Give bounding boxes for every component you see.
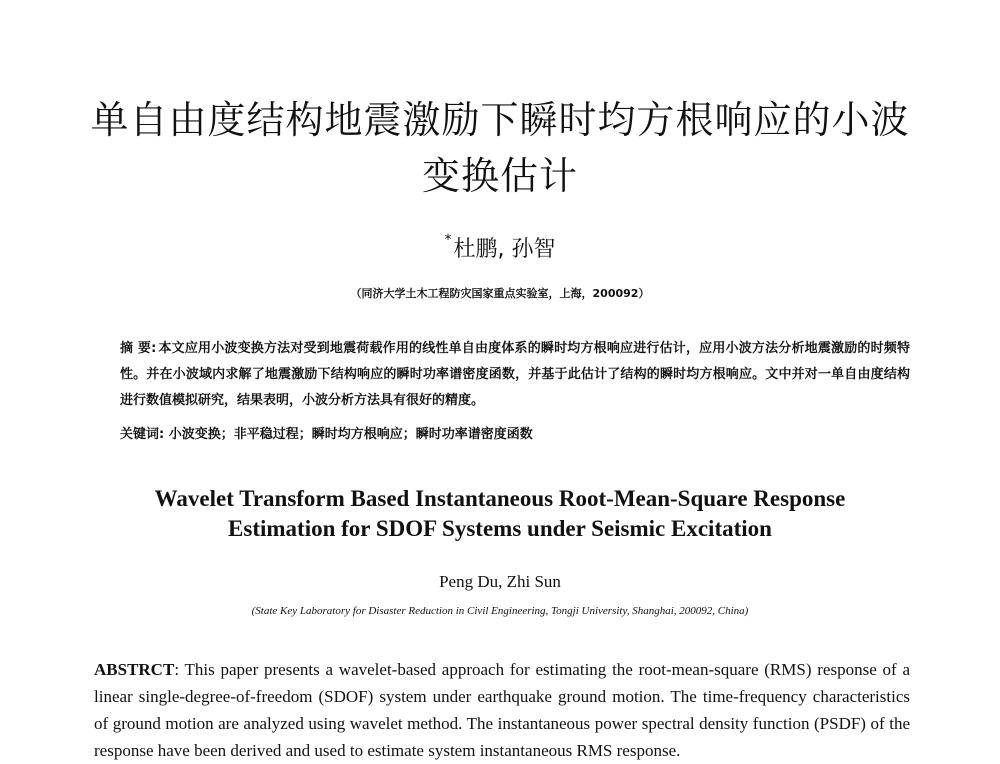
chinese-keywords [120, 424, 910, 446]
chinese-authors [0, 232, 1000, 263]
chinese-abstract-text: 本文应用小波变换方法对受到地震荷载作用的线性单自由度体系的瞬时均方根响应进行估计，应用小波方法分析地震激励的时频特性。并在小波域内求解了地震激励下结构响应的瞬时功率谱密度函数，并基于此估计了结构的瞬时均方根响应。文中并对一单自由度结构进行数值模拟研究，结果表明，小波分析方法具有很好的精度。 [120, 341, 910, 408]
english-authors: Peng Du, Zhi Sun [439, 572, 561, 591]
english-title-line-2: Estimation for SDOF Systems under Seismic Excitation [228, 516, 772, 541]
chinese-keywords-text: 小波变换；非平稳过程；瞬时均方根响应；瞬时功率谱密度函数 [168, 427, 533, 442]
english-abstract-text: : This paper presents a wavelet-based approach for estimating the root-mean-square (RMS) response of a linear single-degree-of-freedom (SDOF) system under earthquake ground motion. The time-frequency characteristics of ground motion are analyzed using wavelet method. The instantaneous power spectral density function (PSDF) of the response have been derived and used to estimate system instantaneous RMS response. [94, 660, 910, 760]
chinese-abstract [120, 336, 910, 414]
english-title-line-1: Wavelet Transform Based Instantaneous Root-Mean-Square Response [154, 486, 846, 511]
english-affiliation: (State Key Laboratory for Disaster Reduction in Civil Engineering, Tongji University, Shanghai, 200092, China) [251, 605, 749, 617]
english-abstract [94, 656, 910, 764]
english-title [60, 484, 940, 544]
english-abstract-label: ABSTRCT [94, 660, 175, 679]
chinese-keywords-label: 关键词: [120, 427, 165, 442]
chinese-author-names: 杜鹏, 孙智 [453, 237, 556, 262]
chinese-abstract-label: 摘 要: [120, 341, 157, 356]
chinese-title-line-1: 单自由度结构地震激励下瞬时均方根响应的小波 [90, 98, 910, 142]
chinese-title [60, 92, 940, 204]
chinese-title-line-2: 变换估计 [421, 154, 578, 198]
chinese-affiliation: （同济大学土木工程防灾国家重点实验室，上海，200092） [350, 287, 650, 300]
corresponding-author-mark: * [444, 232, 452, 248]
